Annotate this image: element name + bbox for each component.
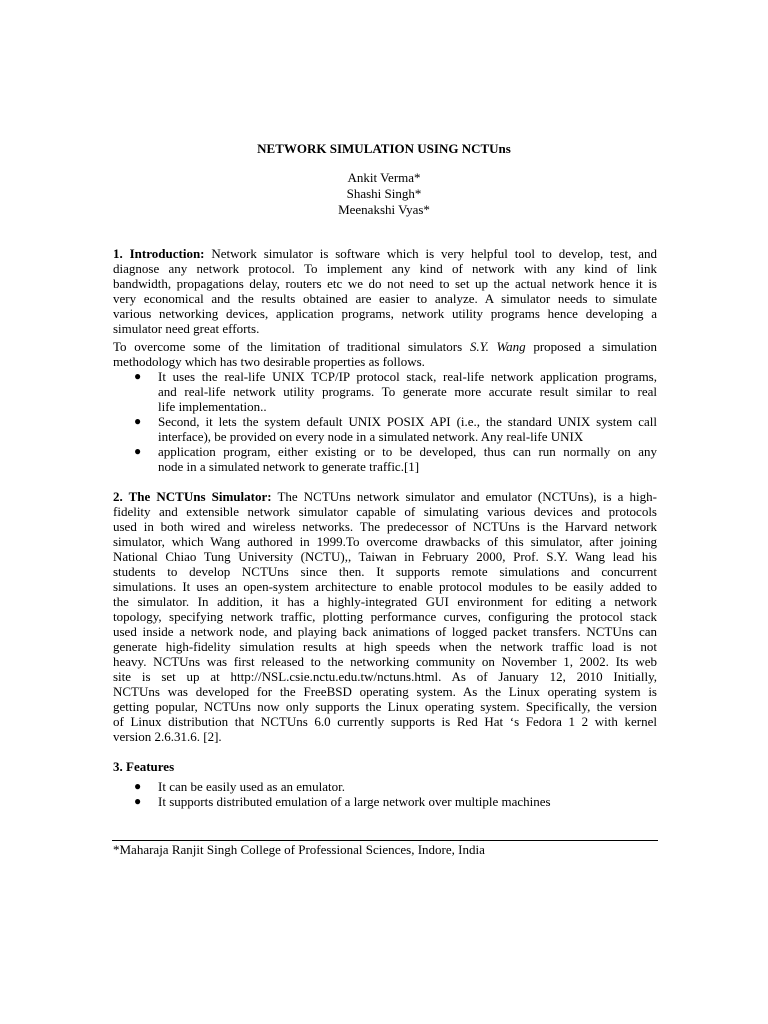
bullet-icon: ● — [134, 414, 142, 428]
bullet-icon: ● — [134, 369, 142, 383]
author-list — [0, 170, 768, 218]
introduction-section — [113, 246, 657, 474]
list-item: ● application program, either existing or to be developed, thus can run normally on any node in a simulated network to generate traffic.[1] — [134, 444, 657, 474]
bullet-icon: ● — [134, 794, 142, 808]
author-reference: S.Y. Wang — [469, 339, 526, 354]
introduction-heading: 1. Introduction: — [113, 246, 205, 261]
nctuns-heading: 2. The NCTUns Simulator: — [113, 489, 272, 504]
list-item: ● It uses the real-life UNIX TCP/IP protocol stack, real-life network application programs, and real-life network utility programs. To generate more accurate result similar to real life implementation.. — [134, 369, 657, 414]
author-name: Shashi Singh* — [346, 186, 422, 201]
footnote: *Maharaja Ranjit Singh College of Professional Sciences, Indore, India — [113, 842, 485, 857]
list-item: ● Second, it lets the system default UNIX POSIX API (i.e., the standard UNIX system call interface), be provided on every node in a simulated network. Any real-life UNIX — [134, 414, 657, 444]
author-name: Meenakshi Vyas* — [338, 202, 430, 217]
bullet-icon: ● — [134, 444, 142, 458]
list-item: ● It supports distributed emulation of a large network over multiple machines — [134, 794, 551, 809]
nctuns-section — [113, 489, 657, 744]
paper-title: NETWORK SIMULATION USING NCTUns — [257, 141, 511, 156]
author-name: Ankit Verma* — [347, 170, 421, 185]
footnote-divider — [112, 840, 658, 841]
list-item: ● It can be easily used as an emulator. — [134, 779, 345, 794]
introduction-paragraph: 1. Introduction: Network simulator is software which is very helpful tool to develop, test, and diagnose any network protocol. To implement any kind of network with any kind of link bandwidth, propagations delay, routers etc we do not need to set up the actual network hence it is very economical and the results obtained are easier to analyze. A simulator needs to simulate various networking devices, application programs, network utility programs hence developing a simulator need great efforts. — [113, 246, 657, 336]
property-list — [113, 369, 657, 474]
features-section — [113, 759, 657, 809]
methodology-paragraph: To overcome some of the limitation of traditional simulators S.Y. Wang proposed a simulation methodology which has two desirable properties as follows. — [113, 339, 657, 369]
bullet-icon: ● — [134, 779, 142, 793]
nctuns-paragraph: 2. The NCTUns Simulator: The NCTUns network simulator and emulator (NCTUns), is a high- fidelity and extensible network simulator capable of simulating various devices and protocols used in both wired and wireless networks. The predecessor of NCTUns is the Harvard network simulator, which Wang authored in 1999.To overcome drawbacks of this simulator, after joining National Chiao Tung University (NCTU),, Taiwan in February 2000, Prof. S.Y. Wang lead his students to develop NCTUns since then. It supports remote simulations and concurrent simulations. It uses an open-system architecture to enable protocol modules to be easily added to the simulator. In addition, it has a highly-integrated GUI environment for editing a network topology, specifying network traffic, plotting performance curves, configuring the protocol stack used inside a network node, and playing back animations of logged packet transfers. NCTUns can generate high-fidelity simulation results at high speeds when the network traffic load is not heavy. NCTUns was first released to the networking community on November 1, 2002. Its web site is set up at http://NSL.csie.nctu.edu.tw/nctuns.html. As of January 12, 2010 Initially, NCTUns was developed for the FreeBSD operating system. As the Linux operating system is getting popular, NCTUns now only supports the Linux operating system. Specifically, the version of Linux distribution that NCTUns 6.0 currently supports is Red Hat ‘s Fedora 1 2 with kernel version 2.6.31.6. [2]. — [113, 489, 657, 744]
features-list — [113, 779, 657, 809]
features-heading: 3. Features — [113, 759, 175, 774]
